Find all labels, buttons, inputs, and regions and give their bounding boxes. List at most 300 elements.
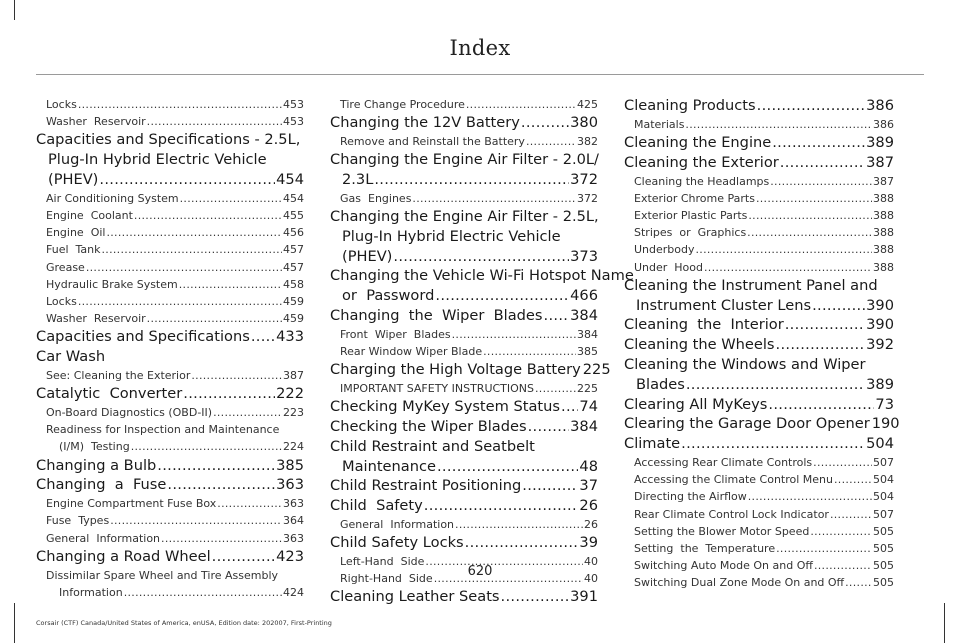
- index-subentry: [36, 512, 304, 529]
- entry-label: Child Restraint Positioning: [330, 477, 522, 495]
- index-entry: [330, 266, 634, 306]
- index-subentry: [624, 488, 894, 505]
- page-title: Index: [449, 36, 511, 60]
- entry-line: [624, 315, 894, 335]
- entry-label: Changing a Fuse: [36, 476, 167, 494]
- index-subentry: [624, 540, 894, 557]
- dot-leader: [834, 471, 872, 488]
- entry-label: Cleaning the Interior: [624, 316, 784, 334]
- dot-leader: [681, 434, 865, 454]
- entry-heading-line: Changing the Engine Air Filter - 2.0L/: [330, 151, 599, 169]
- entry-line: [330, 247, 598, 267]
- entry-line: [624, 506, 894, 523]
- entry-page-number: 385: [276, 456, 304, 474]
- entry-page-number: 380: [570, 114, 598, 132]
- entry-page-number: 224: [283, 440, 304, 454]
- entry-line: [36, 530, 304, 547]
- entry-label: Cleaning the Wheels: [624, 336, 775, 354]
- dot-leader: [780, 153, 865, 173]
- entry-line: [624, 471, 894, 488]
- dot-leader: [435, 286, 569, 306]
- entry-line: [330, 533, 598, 553]
- entry-label: Rear Climate Control Lock Indicator: [634, 507, 829, 521]
- entry-page-number: 507: [873, 455, 894, 469]
- entry-label: Air Conditioning System: [46, 191, 179, 205]
- index-subentry: [624, 116, 894, 133]
- dot-leader: [78, 293, 282, 310]
- index-entry: [330, 113, 598, 133]
- index-subentry: [330, 133, 598, 150]
- entry-page-number: 391: [570, 588, 598, 606]
- entry-line: [624, 133, 894, 153]
- dot-leader: [785, 315, 865, 335]
- entry-label: On-Board Diagnostics (OBD-II): [46, 406, 213, 420]
- index-subentry: [330, 190, 598, 207]
- index-entry: [36, 347, 304, 367]
- index-subentry: [624, 241, 894, 258]
- entry-line: [624, 296, 894, 316]
- dot-leader: [455, 516, 583, 533]
- entry-label: Cleaning Products: [624, 97, 756, 114]
- dot-leader: [393, 247, 569, 267]
- entry-label: Exterior Chrome Parts: [634, 191, 755, 205]
- entry-line: [624, 224, 894, 241]
- entry-line: [36, 367, 304, 384]
- entry-label: Switching Dual Zone Mode On and Off: [634, 576, 845, 590]
- entry-line: [624, 454, 894, 471]
- entry-label: or Password: [342, 287, 435, 305]
- entry-label: Clearing All MyKeys: [624, 395, 768, 413]
- dot-leader: [78, 96, 282, 113]
- dot-leader: [251, 327, 275, 347]
- entry-label: Engine Oil: [46, 226, 106, 240]
- entry-label: Accessing Rear Climate Controls: [634, 455, 813, 469]
- entry-label: Cleaning the Headlamps: [634, 174, 770, 188]
- index-subentry: [624, 454, 894, 471]
- footer-edition-note: Corsair (CTF) Canada/United States of America, enUSA, Edition date: 202007, First-Printing: [36, 619, 332, 627]
- entry-heading-line: Dissimilar Spare Wheel and Tire Assembly: [46, 568, 279, 582]
- entry-line: [36, 347, 304, 367]
- entry-label: Washer Reservoir: [46, 115, 146, 129]
- entry-page-number: 386: [866, 97, 894, 114]
- entry-page-number: 390: [866, 296, 894, 314]
- entry-label: Tire Change Procedure: [340, 98, 465, 111]
- entry-page-number: 387: [866, 153, 894, 171]
- dot-leader: [526, 133, 576, 150]
- entry-page-number: 505: [873, 576, 894, 590]
- index-entry: [330, 207, 598, 266]
- entry-heading-line: Child Restraint and Seatbelt: [330, 437, 535, 455]
- dot-leader: [756, 190, 872, 207]
- entry-label: Fuel Tank: [46, 243, 101, 257]
- entry-label: Switching Auto Mode On and Off: [634, 559, 813, 573]
- entry-page-number: 390: [866, 316, 894, 334]
- dot-leader: [147, 310, 282, 327]
- index-subentry: [36, 367, 304, 384]
- entry-page-number: 223: [283, 406, 304, 420]
- entry-line: [330, 113, 598, 133]
- dot-leader: [106, 224, 282, 241]
- entry-page-number: 363: [276, 476, 304, 494]
- dot-leader: [685, 116, 872, 133]
- index-subentry: [624, 506, 894, 523]
- entry-label: Changing a Bulb: [36, 456, 157, 474]
- entry-page-number: 388: [873, 209, 894, 222]
- entry-page-number: 389: [866, 375, 894, 393]
- entry-label: Cleaning the Engine: [624, 134, 772, 151]
- entry-line: [36, 495, 304, 512]
- entry-line: [624, 96, 894, 116]
- index-entry: [330, 397, 598, 417]
- entry-label: Checking the Wiper Blades: [330, 417, 527, 435]
- entry-heading-line: Plug-In Hybrid Electric Vehicle: [342, 227, 561, 245]
- entry-label: Right-Hand Side: [340, 572, 433, 586]
- entry-page-number: 453: [283, 115, 304, 129]
- entry-page-number: 388: [873, 260, 894, 274]
- index-subentry: [36, 276, 304, 293]
- index-entry: [624, 434, 894, 454]
- entry-line: [624, 375, 894, 395]
- entry-line: [36, 241, 304, 258]
- entry-page-number: 459: [283, 312, 304, 326]
- entry-page-number: 388: [873, 243, 894, 257]
- entry-heading-line: Capacities and Specifications - 2.5L,: [36, 131, 301, 149]
- entry-page-number: 504: [873, 473, 894, 487]
- entry-page-number: 385: [577, 344, 598, 358]
- entry-label: (PHEV): [48, 171, 99, 188]
- dot-leader: [374, 170, 569, 190]
- entry-page-number: 387: [873, 174, 894, 188]
- index-entry: [36, 327, 304, 347]
- index-entry: [624, 335, 894, 355]
- entry-line: [624, 414, 900, 434]
- index-subentry: [624, 523, 894, 540]
- entry-page-number: 456: [283, 226, 304, 240]
- entry-page-number: 505: [873, 524, 894, 538]
- entry-line: [624, 173, 894, 190]
- entry-page-number: 373: [570, 247, 598, 265]
- entry-line: [624, 335, 894, 355]
- entry-page-number: 73: [875, 395, 894, 413]
- entry-heading-line: Changing the Vehicle Wi-Fi Hotspot Name: [330, 267, 634, 285]
- entry-page-number: 504: [866, 435, 894, 453]
- dot-leader: [830, 506, 872, 523]
- entry-page-number: 382: [577, 135, 598, 148]
- dot-leader: [812, 296, 865, 316]
- entry-line: [330, 343, 598, 360]
- entry-label: Changing a Road Wheel: [36, 547, 211, 565]
- entry-page-number: 384: [570, 417, 598, 435]
- entry-heading-line: Cleaning the Windows and Wiper: [624, 356, 866, 373]
- entry-line: [36, 512, 304, 529]
- entry-page-number: 40: [584, 572, 598, 586]
- dot-leader: [452, 326, 576, 343]
- entry-label: Child Safety Locks: [330, 534, 464, 552]
- dot-leader: [757, 96, 866, 116]
- dot-leader: [147, 113, 282, 130]
- dot-leader: [179, 276, 282, 293]
- entry-line: [330, 360, 611, 380]
- dot-leader: [748, 207, 872, 224]
- index-entry: [624, 153, 894, 173]
- entry-page-number: 48: [579, 457, 598, 475]
- dot-leader: [183, 384, 275, 404]
- entry-label: Exterior Plastic Parts: [634, 209, 748, 222]
- dot-leader: [180, 190, 282, 207]
- entry-line: [624, 190, 894, 207]
- entry-label: IMPORTANT SAFETY INSTRUCTIONS: [340, 381, 535, 395]
- index-entry: [330, 587, 598, 607]
- dot-leader: [110, 512, 282, 529]
- entry-line: [624, 540, 894, 557]
- index-entry: [330, 417, 598, 437]
- entry-label: Rear Window Wiper Blade: [340, 344, 483, 358]
- dot-leader: [696, 241, 873, 258]
- entry-page-number: 39: [579, 534, 598, 552]
- entry-line: [330, 286, 598, 306]
- dot-leader: [167, 475, 275, 495]
- index-subentry: [624, 224, 894, 241]
- entry-label: Fuse Types: [46, 514, 110, 528]
- entry-label: Catalytic Converter: [36, 385, 183, 403]
- entry-line: [624, 395, 894, 415]
- entry-page-number: 190: [871, 415, 900, 433]
- entry-label: Accessing the Climate Control Menu: [634, 473, 833, 487]
- entry-line: [36, 207, 304, 224]
- entry-label: Remove and Reinstall the Battery: [340, 135, 525, 148]
- index-entry: [330, 360, 611, 380]
- dot-leader: [521, 113, 569, 133]
- entry-label: Materials: [634, 117, 685, 131]
- entry-page-number: 424: [283, 585, 304, 599]
- entry-label: Grease: [46, 260, 85, 274]
- index-subentry: [330, 343, 598, 360]
- entry-label: General Information: [46, 531, 161, 545]
- title-divider: [36, 74, 924, 75]
- index-subentry: [36, 224, 304, 241]
- entry-page-number: 505: [873, 559, 894, 573]
- entry-line: [330, 96, 598, 113]
- dot-leader: [466, 96, 576, 113]
- dot-leader: [124, 584, 282, 601]
- index-subentry: [36, 310, 304, 327]
- entry-line: [36, 438, 304, 455]
- entry-label: Changing the 12V Battery: [330, 114, 520, 132]
- dot-leader: [217, 495, 282, 512]
- entry-label: Blades: [636, 375, 685, 393]
- dot-leader: [704, 259, 872, 276]
- entry-line: [36, 96, 304, 113]
- entry-line: [624, 259, 894, 276]
- entry-label: Left-Hand Side: [340, 554, 425, 568]
- dot-leader: [86, 259, 282, 276]
- entry-heading-line: Readiness for Inspection and Maintenance: [46, 423, 280, 437]
- crop-mark-bottom-right: [944, 603, 945, 643]
- entry-line: [330, 326, 598, 343]
- index-subentry: [36, 421, 304, 455]
- dot-leader: [747, 224, 872, 241]
- entry-label: General Information: [340, 517, 455, 531]
- entry-label: Directing the Airflow: [634, 490, 747, 504]
- index-subentry: [36, 96, 304, 113]
- entry-line: [624, 434, 894, 454]
- dot-leader: [810, 523, 872, 540]
- entry-heading-line: Changing the Engine Air Filter - 2.5L,: [330, 208, 599, 225]
- crop-mark-top-left: [14, 0, 15, 20]
- index-entry: [36, 130, 304, 189]
- index-subentry: [36, 293, 304, 310]
- entry-line: [330, 306, 598, 326]
- dot-leader: [776, 335, 866, 355]
- entry-label: Charging the High Voltage Battery: [330, 361, 581, 379]
- crop-mark-bottom-left: [14, 603, 15, 643]
- dot-leader: [686, 375, 865, 395]
- entry-page-number: 372: [577, 191, 598, 205]
- entry-heading-line: Plug-In Hybrid Electric Vehicle: [48, 151, 267, 169]
- entry-line: [330, 170, 598, 190]
- entry-page-number: 26: [584, 517, 598, 531]
- entry-line: [36, 384, 304, 404]
- entry-page-number: 423: [276, 547, 304, 565]
- entry-line: [330, 496, 598, 516]
- index-subentry: [36, 190, 304, 207]
- dot-leader: [191, 367, 282, 384]
- entry-label: Child Safety: [330, 497, 423, 515]
- entry-page-number: 507: [873, 507, 894, 521]
- index-entry: [624, 96, 894, 116]
- entry-line: [624, 523, 894, 540]
- entry-label: Clearing the Garage Door Opener: [624, 415, 870, 433]
- index-subentry: [624, 207, 894, 224]
- index-entry: [330, 150, 598, 190]
- entry-page-number: 457: [283, 260, 304, 274]
- index-subentry: [330, 516, 598, 533]
- entry-page-number: 384: [570, 306, 598, 324]
- entry-label: Setting the Temperature: [634, 542, 776, 555]
- index-entry: [330, 496, 598, 516]
- entry-label: Checking MyKey System Status: [330, 398, 560, 416]
- dot-leader: [424, 496, 579, 516]
- dot-leader: [776, 540, 872, 557]
- entry-line: [36, 404, 304, 421]
- entry-page-number: 392: [866, 336, 894, 354]
- entry-page-number: 453: [283, 98, 304, 111]
- dot-leader: [535, 380, 576, 397]
- entry-page-number: 504: [873, 490, 894, 504]
- index-subentry: [36, 207, 304, 224]
- entry-page-number: 388: [873, 191, 894, 205]
- entry-label: (I/M) Testing: [59, 440, 130, 454]
- dot-leader: [561, 397, 578, 417]
- entry-page-number: 37: [579, 477, 598, 495]
- entry-label: Capacities and Specifications: [36, 328, 250, 346]
- entry-page-number: 457: [283, 243, 304, 257]
- index-subentry: [36, 259, 304, 276]
- entry-label: Under Hood: [634, 260, 704, 274]
- index-entry: [330, 306, 598, 326]
- dot-leader: [131, 438, 282, 455]
- index-entry: [36, 456, 304, 476]
- entry-page-number: 505: [873, 542, 894, 555]
- entry-label: Instrument Cluster Lens: [636, 296, 812, 314]
- entry-label: Locks: [46, 98, 77, 111]
- index-subentry: [36, 113, 304, 130]
- dot-leader: [213, 404, 282, 421]
- entry-page-number: 222: [276, 385, 304, 403]
- index-subentry: [624, 190, 894, 207]
- index-column-1: [36, 96, 304, 601]
- index-entry: [624, 355, 894, 395]
- entry-page-number: 459: [283, 295, 304, 309]
- entry-page-number: 364: [283, 514, 304, 528]
- entry-page-number: 40: [584, 554, 598, 568]
- entry-page-number: 454: [276, 171, 304, 188]
- entry-line: [36, 276, 304, 293]
- index-subentry: [36, 241, 304, 258]
- entry-label: Climate: [624, 435, 681, 453]
- index-subentry: [624, 173, 894, 190]
- index-entry: [330, 476, 598, 496]
- dot-leader: [768, 395, 874, 415]
- entry-line: [36, 224, 304, 241]
- index-entry: [624, 395, 894, 415]
- entry-page-number: 363: [283, 497, 304, 511]
- entry-label: Setting the Blower Motor Speed: [634, 524, 810, 538]
- entry-page-number: 384: [577, 327, 598, 341]
- dot-leader: [748, 488, 872, 505]
- dot-leader: [544, 306, 570, 326]
- index-entry: [624, 414, 900, 434]
- entry-label: Cleaning the Exterior: [624, 153, 779, 171]
- entry-label: Stripes or Graphics: [634, 226, 747, 240]
- entry-label: Cleaning Leather Seats: [330, 588, 500, 606]
- dot-leader: [465, 533, 579, 553]
- entry-label: Gas Engines: [340, 191, 412, 205]
- entry-page-number: 225: [582, 361, 611, 379]
- entry-page-number: 363: [283, 531, 304, 545]
- entry-label: Hydraulic Brake System: [46, 277, 178, 291]
- entry-line: [36, 327, 304, 347]
- dot-leader: [501, 587, 570, 607]
- entry-line: [330, 133, 598, 150]
- entry-label: (PHEV): [342, 247, 393, 265]
- dot-leader: [157, 456, 275, 476]
- index-subentry: [330, 380, 598, 397]
- entry-page-number: 458: [283, 277, 304, 291]
- dot-leader: [528, 417, 570, 437]
- entry-label: Engine Compartment Fuse Box: [46, 497, 217, 511]
- index-entry: [624, 276, 894, 316]
- entry-page-number: 454: [283, 191, 304, 205]
- index-subentry: [330, 326, 598, 343]
- entry-line: [624, 153, 894, 173]
- dot-leader: [102, 241, 283, 258]
- entry-line: [330, 516, 598, 533]
- entry-label: Engine Coolant: [46, 209, 133, 222]
- entry-page-number: 225: [577, 381, 598, 395]
- dot-leader: [772, 133, 865, 153]
- entry-line: [36, 475, 304, 495]
- entry-line: [330, 190, 598, 207]
- entry-label: Locks: [46, 295, 77, 309]
- entry-label: Car Wash: [36, 348, 106, 366]
- entry-line: [36, 170, 304, 190]
- entry-line: [36, 456, 304, 476]
- entry-line: [624, 241, 894, 258]
- dot-leader: [813, 454, 872, 471]
- index-column-2: [330, 96, 634, 607]
- dot-leader: [161, 530, 282, 547]
